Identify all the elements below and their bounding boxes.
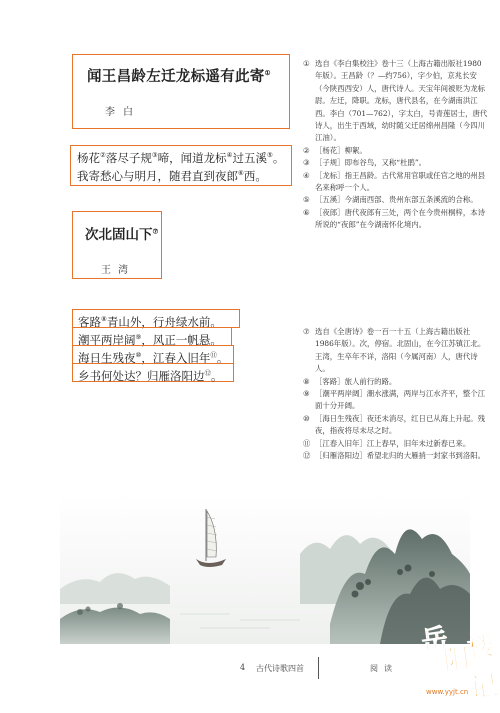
svg-text:记: 记 bbox=[467, 667, 500, 705]
note-item: ④ ［龙标］指王昌龄。古代常用官职或任官之地的州县名来称呼一个人。 bbox=[303, 170, 485, 193]
poem1-title: 闻王昌龄左迁龙标遥有此寄① bbox=[87, 68, 271, 85]
poem2-line-4: 乡书何处达？归雁洛阳边⑫。 bbox=[72, 363, 234, 382]
poem1-line-2: 我寄愁心与明月，随君直到夜郎⑥西。 bbox=[77, 169, 267, 183]
footer-divider bbox=[318, 657, 319, 679]
svg-text:www.yyjt.cn: www.yyjt.cn bbox=[426, 688, 469, 696]
note-item: ⑦ 选自《全唐诗》卷一百一十五（上海古籍出版社1986年版）。次，停宿。北固山，在今江苏镇江北。王湾，生卒年不详，洛阳（今属河南）人，唐代诗人。 bbox=[303, 327, 486, 374]
poem1-author: 李白 bbox=[105, 107, 141, 118]
landscape-painting bbox=[60, 494, 470, 644]
poem2-line-3: 海日生残夜⑩，江春入旧年⑪。 bbox=[72, 345, 234, 364]
note-item: ⑥ ［夜郎］唐代夜郎有三处，两个在今贵州桐梓，本诗所说的“夜郎”在今湖南怀化境内。 bbox=[303, 207, 485, 230]
note-item: ⑩ ［海日生残夜］夜还未消尽，红日已从海上升起。残夜，指夜将尽未尽之时。 bbox=[303, 413, 485, 436]
poem1-body-box bbox=[70, 145, 292, 186]
notes-group-2 bbox=[303, 326, 488, 462]
section-label: 阅读 bbox=[370, 664, 398, 673]
poem2-line-2: 潮平两岸阔⑨，风正一帆悬。 bbox=[72, 327, 232, 346]
note-item: ⑤ ［五溪］今湖南西部、贵州东部五条溪流的合称。 bbox=[303, 195, 478, 205]
note-item: ① 选自《李白集校注》卷十三（上海古籍出版社1980年版）。王昌龄（？—约756），字少伯，京兆长安（今陕西西安）人，唐代诗人。天宝年间被贬为龙标尉。左迁，降职。龙标，唐代县名，在今湖南洪江西。李白（701—762），字太白，号青莲居士，唐代诗人，出生于西域，幼时随父迁居绵州昌隆（今四川江油）。 bbox=[303, 59, 488, 143]
note-item: ③ ［子规］即布谷鸟，又称“杜鹃”。 bbox=[303, 158, 427, 168]
note-item: ② ［杨花］柳絮。 bbox=[303, 145, 367, 155]
page-number: 4 bbox=[240, 663, 246, 672]
poem1-line-1: 杨花②落尽子规③啼，闻道龙标④过五溪⑤。 bbox=[77, 151, 285, 165]
svg-text:岳: 岳 bbox=[420, 623, 450, 657]
poem2-line-1: 客路⑧青山外，行舟绿水前。 bbox=[72, 309, 240, 328]
svg-text:楼: 楼 bbox=[465, 631, 496, 665]
unit-title: 古代诗歌四首 bbox=[256, 664, 304, 673]
note-item: ⑪ ［江春入旧年］江上春早，旧年未过新春已来。 bbox=[303, 438, 471, 448]
notes-group-1 bbox=[303, 58, 488, 232]
svg-text:阳: 阳 bbox=[441, 643, 472, 677]
note-item: ⑫ ［归雁洛阳边］希望北归的大雁捎一封家书到洛阳。 bbox=[303, 451, 485, 461]
poem2-title: 次北固山下⑦ bbox=[85, 227, 159, 243]
poem2-title-box bbox=[72, 211, 162, 279]
note-item: ⑧ ［客路］旅人前行的路。 bbox=[303, 376, 397, 386]
poem1-title-box bbox=[72, 54, 290, 129]
poem2-author: 王湾 bbox=[101, 265, 135, 276]
watermark-logo bbox=[420, 618, 500, 713]
note-item: ⑨ ［潮平两岸阔］潮水涨满，两岸与江水齐平，整个江面十分开阔。 bbox=[303, 389, 485, 411]
